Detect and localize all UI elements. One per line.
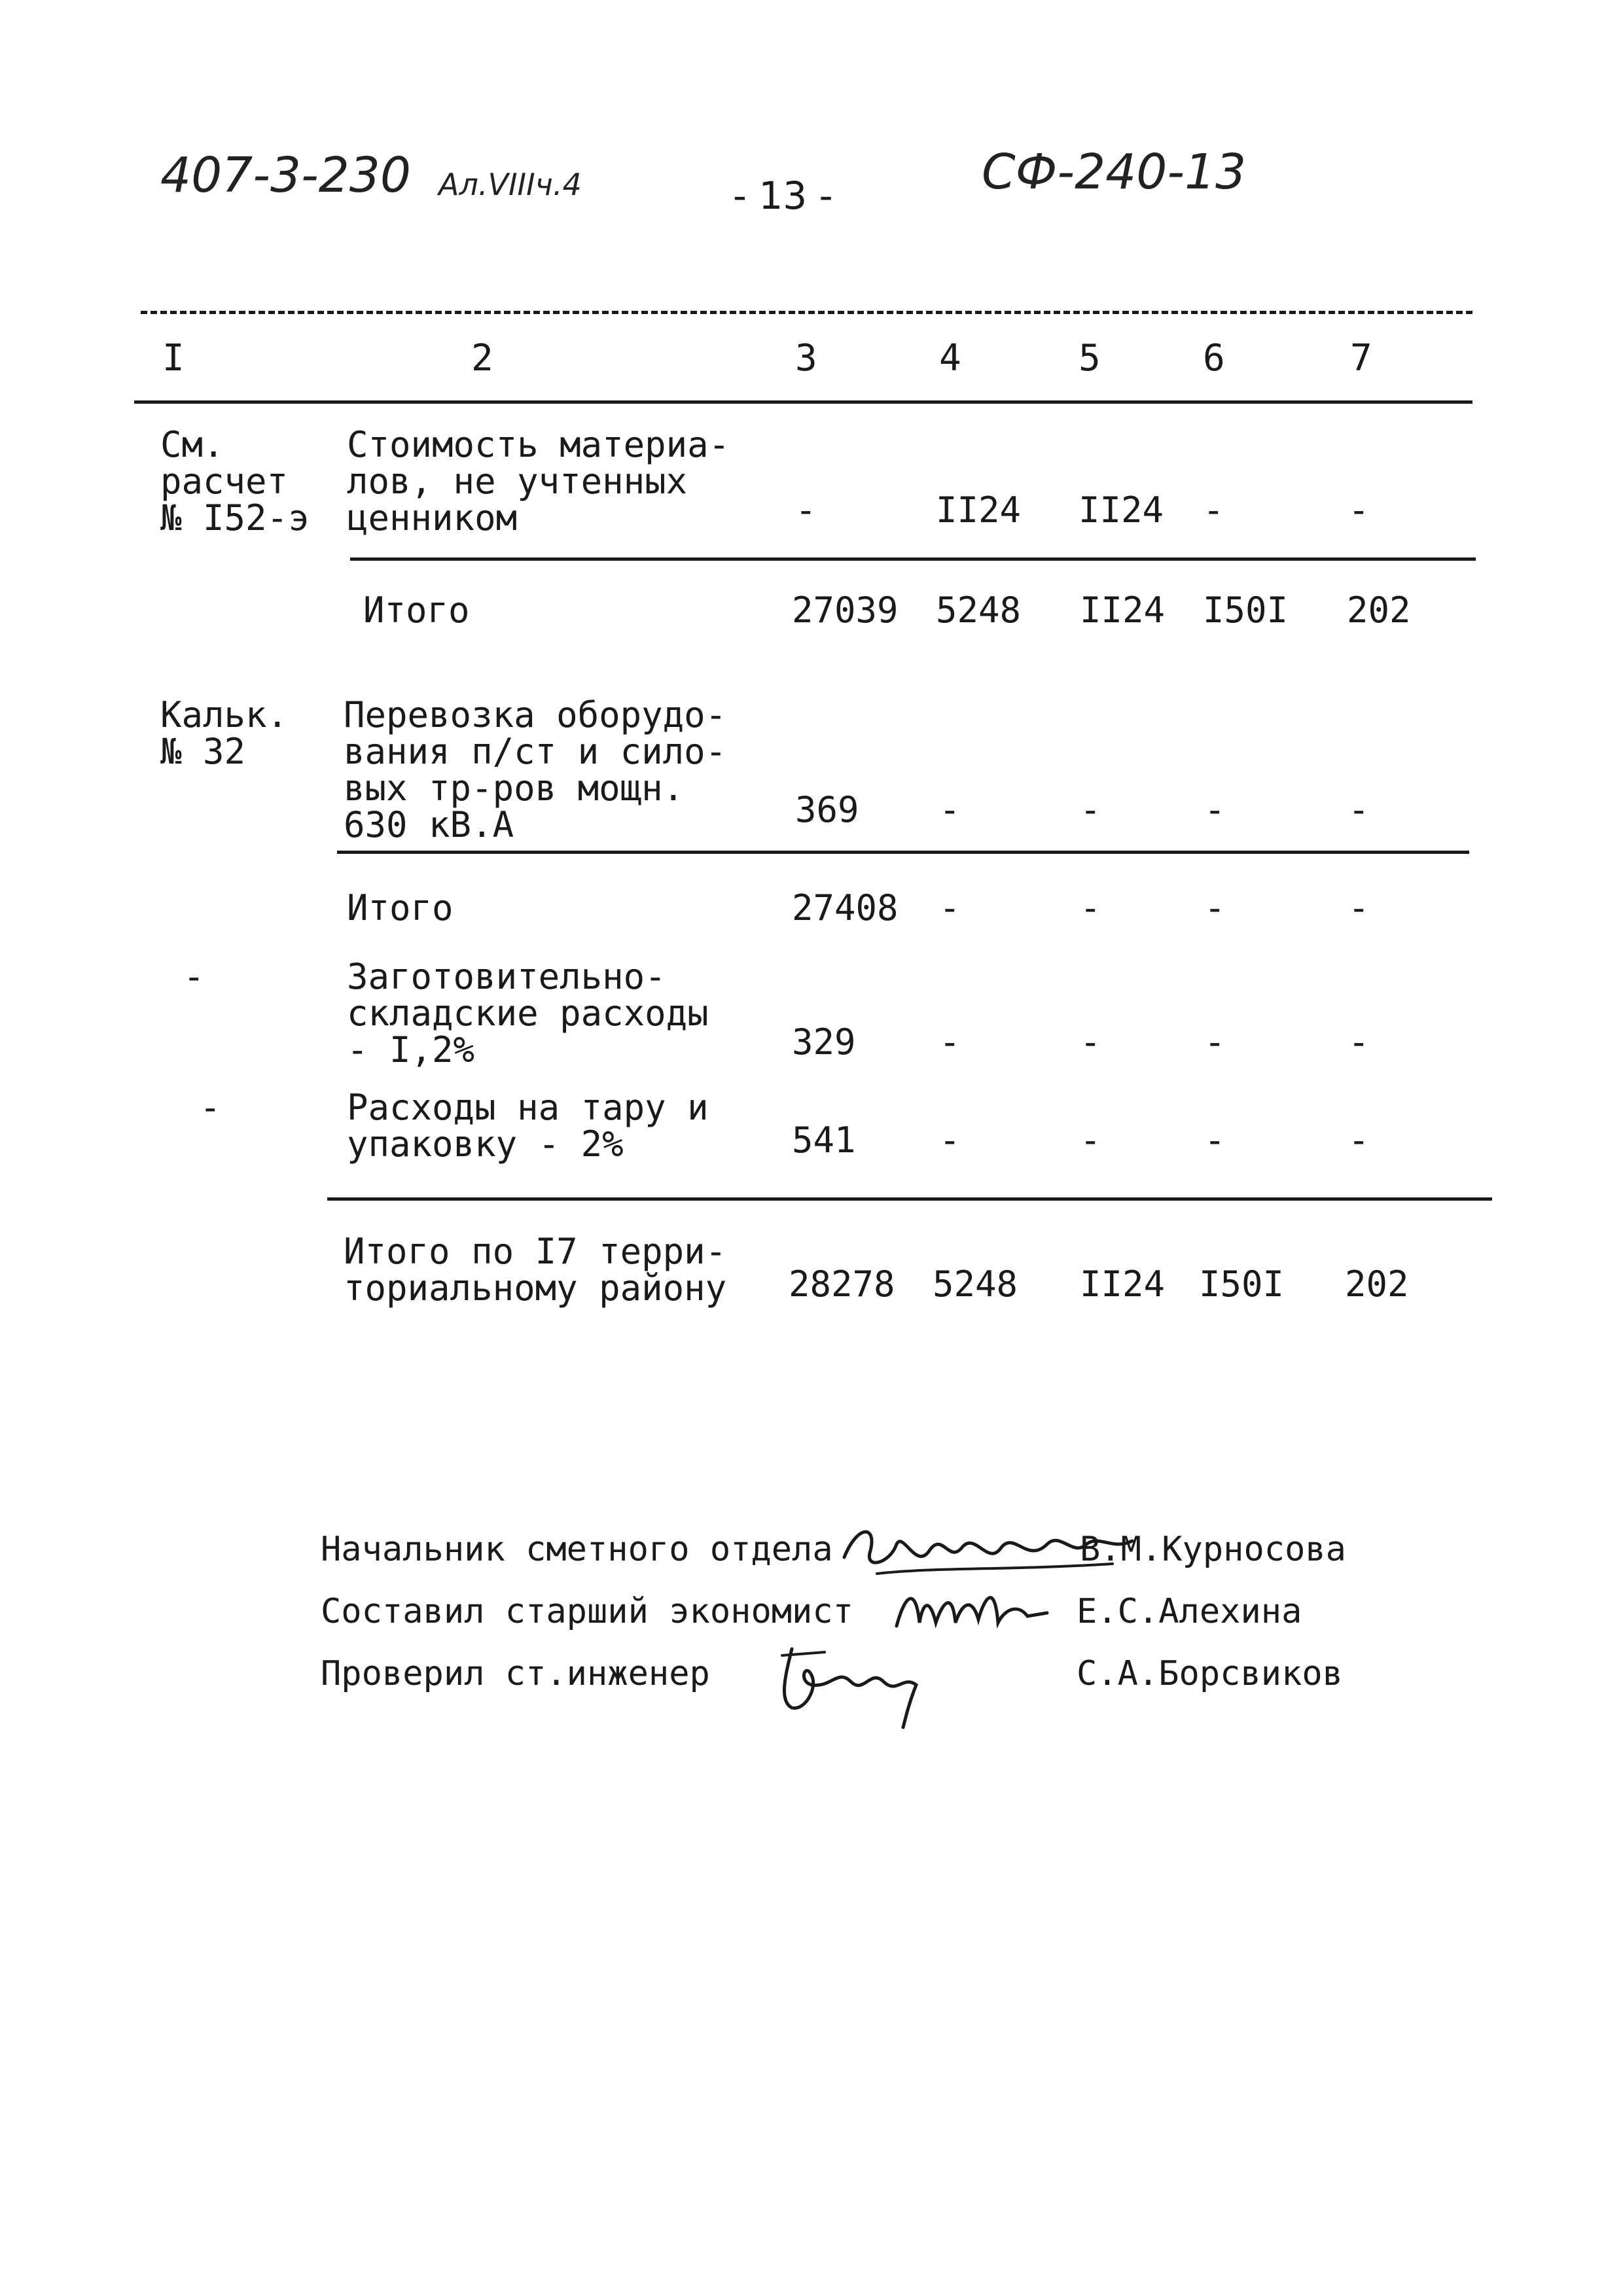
row-5-col6: - xyxy=(1204,1021,1226,1063)
row-5-col7: - xyxy=(1348,1021,1370,1063)
row-7-col5: II24 xyxy=(1080,1263,1166,1305)
row-3-col5: - xyxy=(1080,789,1101,830)
row-2-col7: 202 xyxy=(1347,590,1411,631)
row-6-col3: 541 xyxy=(792,1120,856,1161)
row-2-col3: 27039 xyxy=(792,590,899,631)
row-2-col6: I50I xyxy=(1203,590,1289,631)
album-ref: Ал.VIIIч.4 xyxy=(438,167,582,202)
row-3-desc: Перевозка оборудо- вания п/ст и сило- вых тр-ров мощн. 630 кВ.А xyxy=(344,694,727,845)
signature-name-2: Е.С.Алехина xyxy=(1077,1592,1302,1631)
row-5-col5: - xyxy=(1080,1021,1101,1063)
row-5-col4: - xyxy=(939,1021,961,1063)
table-top-rule xyxy=(141,311,1472,314)
row-1-desc: Стоимость материа- лов, не учтенных ценником xyxy=(347,424,730,539)
row-2-col4: 5248 xyxy=(936,590,1022,631)
row-6-col4: - xyxy=(939,1120,961,1161)
col-header-6: 6 xyxy=(1203,337,1225,380)
row-1-col4: II24 xyxy=(936,489,1022,531)
row-1-col3: - xyxy=(795,489,817,531)
row-6-col6: - xyxy=(1204,1120,1226,1161)
signature-name-1: В.М.Курносова xyxy=(1080,1530,1346,1569)
header-bottom-rule xyxy=(134,400,1472,404)
col-header-3: 3 xyxy=(795,337,817,380)
row-1-col6: - xyxy=(1203,489,1224,531)
sheet-code: СФ-240-13 xyxy=(982,144,1247,200)
row-2-col5: II24 xyxy=(1080,590,1166,631)
row-4-col7: - xyxy=(1348,887,1370,928)
row-rule-2 xyxy=(337,851,1469,854)
row-3-col6: - xyxy=(1204,789,1226,830)
row-5-col3: 329 xyxy=(792,1021,856,1063)
doc-code: 407-3-230 xyxy=(160,147,411,203)
row-6-desc: Расходы на тару и упаковку - 2% xyxy=(347,1087,709,1165)
row-6-col7: - xyxy=(1348,1120,1370,1161)
row-5-ref: - xyxy=(183,956,205,997)
row-6-col5: - xyxy=(1080,1120,1101,1161)
row-3-col3: 369 xyxy=(795,789,859,830)
col-header-2: 2 xyxy=(471,337,493,380)
row-1-col7: - xyxy=(1348,489,1370,531)
row-7-col6: I50I xyxy=(1199,1263,1285,1305)
handwritten-signature-1 xyxy=(838,1511,1139,1583)
signature-name-3: С.А.Борсвиков xyxy=(1077,1654,1343,1693)
row-5-desc: Заготовительно- складские расходы - I,2% xyxy=(347,956,709,1070)
col-header-4: 4 xyxy=(939,337,961,380)
row-3-col7: - xyxy=(1348,789,1370,830)
row-rule-3 xyxy=(327,1197,1492,1201)
handwritten-signature-3 xyxy=(772,1636,942,1734)
row-4-col4: - xyxy=(939,887,961,928)
row-7-col3: 28278 xyxy=(789,1263,895,1305)
signature-role-2: Составил старший экономист xyxy=(321,1592,853,1631)
page-number: - 13 - xyxy=(733,173,833,218)
signature-role-3: Проверил ст.инженер xyxy=(321,1654,710,1693)
row-4-col3: 27408 xyxy=(792,887,899,928)
col-header-5: 5 xyxy=(1079,337,1101,380)
row-4-col5: - xyxy=(1080,887,1101,928)
row-1-col5: II24 xyxy=(1079,489,1164,531)
col-header-1: I xyxy=(162,337,185,380)
row-3-ref: Кальк. № 32 xyxy=(160,694,289,772)
row-4-desc: Итого xyxy=(347,887,454,928)
row-1-ref: См. расчет № I52-э xyxy=(160,424,310,539)
signature-role-1: Начальник сметного отдела xyxy=(321,1530,833,1569)
row-7-col7: 202 xyxy=(1345,1263,1409,1305)
row-2-desc: Итого xyxy=(363,590,470,631)
row-4-col6: - xyxy=(1204,887,1226,928)
col-header-7: 7 xyxy=(1350,337,1372,380)
row-7-desc: Итого по I7 терри- ториальному району xyxy=(344,1231,727,1309)
row-7-col4: 5248 xyxy=(933,1263,1018,1305)
handwritten-signature-2 xyxy=(890,1577,1060,1642)
row-3-col4: - xyxy=(939,789,961,830)
row-6-ref: - xyxy=(200,1087,221,1128)
row-rule-1 xyxy=(350,557,1476,561)
